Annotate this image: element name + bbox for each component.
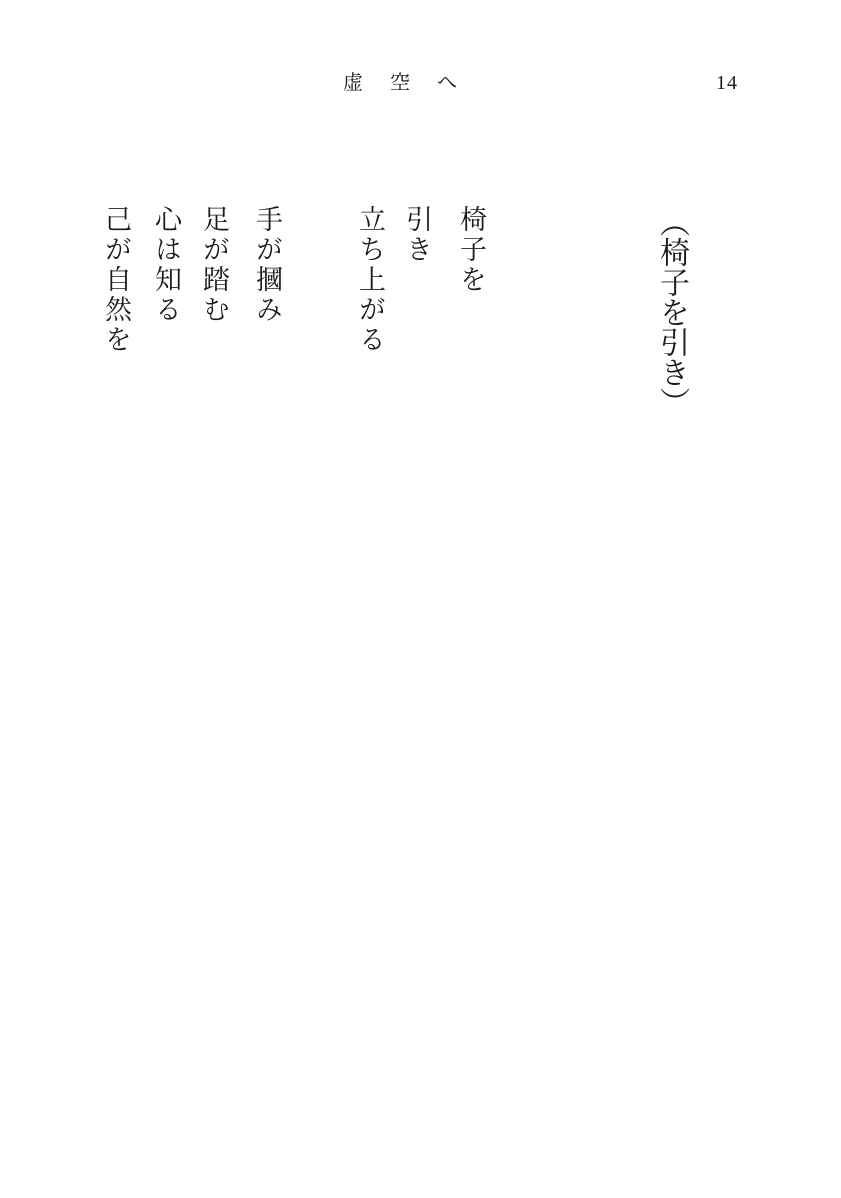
poem-line: 心は知る [151, 205, 181, 325]
running-head-char: へ [437, 72, 457, 94]
running-head [343, 71, 457, 95]
poem-line: 立ち上がる [355, 205, 385, 355]
page-number: 14 [716, 72, 738, 94]
poem-line: 引き [402, 205, 432, 265]
running-head-char: 空 [390, 72, 410, 94]
poem-line: 足が踏む [199, 205, 229, 325]
poem-line: 椅子を [456, 205, 486, 295]
poem-line: 己が自然を [101, 205, 131, 355]
running-head-char: 虚 [343, 72, 363, 94]
poem-line: 手が摑み [252, 205, 282, 325]
poem-title-line: （椅子を引き） [655, 207, 688, 417]
